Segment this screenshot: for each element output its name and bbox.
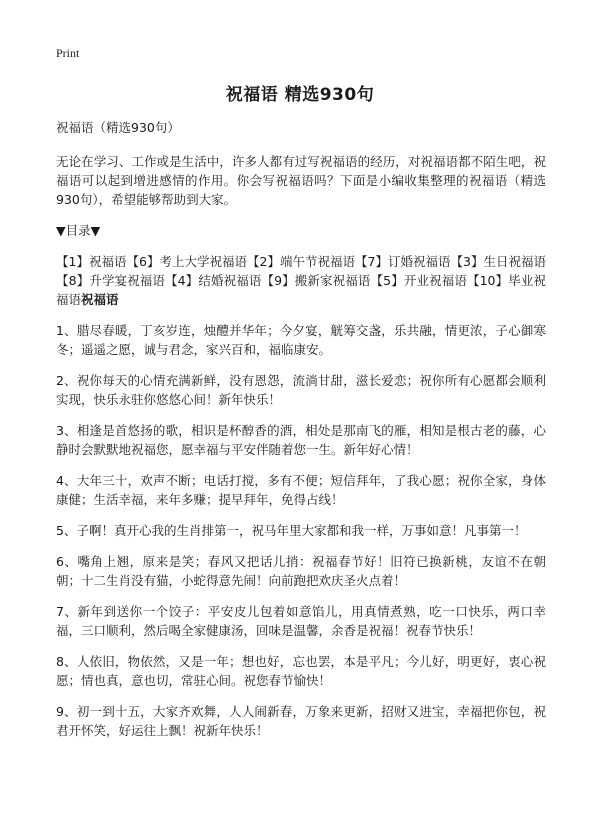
toc-heading: ▼目录▼ xyxy=(56,223,101,238)
blessing-item-7: 7、新年到送你一个饺子：平安皮儿包着如意馅儿，用真情煮熟，吃一口快乐，两口幸福，三口顺利，然后喝全家健康汤，回味是温馨，余香是祝福！祝春节快乐！ xyxy=(56,604,546,638)
blessing-item-4: 4、大年三十，欢声不断；电话打搅，多有不便；短信拜年，了我心愿；祝你全家，身体康健；生活幸福，来年多赚；提早拜年，免得占线！ xyxy=(56,473,546,507)
blessing-item-3: 3、相逢是首悠扬的歌，相识是杯醇香的酒，相处是那南飞的雁，相知是根古老的藤，心静时会默默地祝福您，愿幸福与平安伴随着您一生。新年好心情！ xyxy=(56,423,546,457)
print-link[interactable]: Print xyxy=(56,46,80,60)
toc-links[interactable]: 【1】祝福语【6】考上大学祝福语【2】端午节祝福语【7】订婚祝福语【3】生日祝福语【8】升学宴祝福语【4】结婚祝福语【9】搬新家祝福语【5】开业祝福语【10】毕业祝福语 xyxy=(56,254,546,307)
intro-paragraph: 无论在学习、工作或是生活中，许多人都有过写祝福语的经历，对祝福语都不陌生吧，祝福语可以起到增进感情的作用。你会写祝福语吗？下面是小编收集整理的祝福语（精选930句），希望能够帮助到大家。 xyxy=(56,154,546,207)
toc-current-section: 祝福语 xyxy=(81,292,119,307)
article-subtitle: 祝福语（精选930句） xyxy=(56,120,180,135)
blessing-item-6: 6、嘴角上翘，原来是笑；春风又把话儿捎：祝福春节好！旧符已换新桃，友谊不在朝朝；十二生肖没有猫，小蛇得意先闹！向前跑把欢庆圣火点着！ xyxy=(56,554,546,588)
blessing-item-1: 1、腊尽春暖，丁亥岁连，烛醴并华年；今夕宴，觥筹交盏，乐共融，情更浓，子心御寒冬；遥遥之愿，诚与君念，家兴百和，福临康安。 xyxy=(56,323,546,357)
page-title: 祝福语 精选930句 xyxy=(225,85,375,105)
article-body xyxy=(56,118,546,752)
blessing-item-2: 2、祝你每天的心情充满新鲜，没有恩怨，流淌甘甜，滋长爱恋；祝你所有心愿都会顺利实现，快乐永驻你悠悠心间！新年快乐！ xyxy=(56,373,546,407)
blessing-item-8: 8、人依旧，物依然，又是一年；想也好，忘也罢，本是平凡；今儿好，明更好，衷心祝愿；情也真，意也切，常驻心间。祝您春节愉快！ xyxy=(56,654,546,688)
table-of-contents xyxy=(56,252,546,309)
blessing-item-9: 9、初一到十五，大家齐欢舞，人人闹新春，万象来更新，招财又进宝，幸福把你包，祝君开怀笑，好运往上飘！祝新年快乐！ xyxy=(56,704,546,738)
blessing-item-5: 5、子啊！真开心我的生肖排第一，祝马年里大家都和我一样，万事如意！凡事第一！ xyxy=(56,523,527,538)
